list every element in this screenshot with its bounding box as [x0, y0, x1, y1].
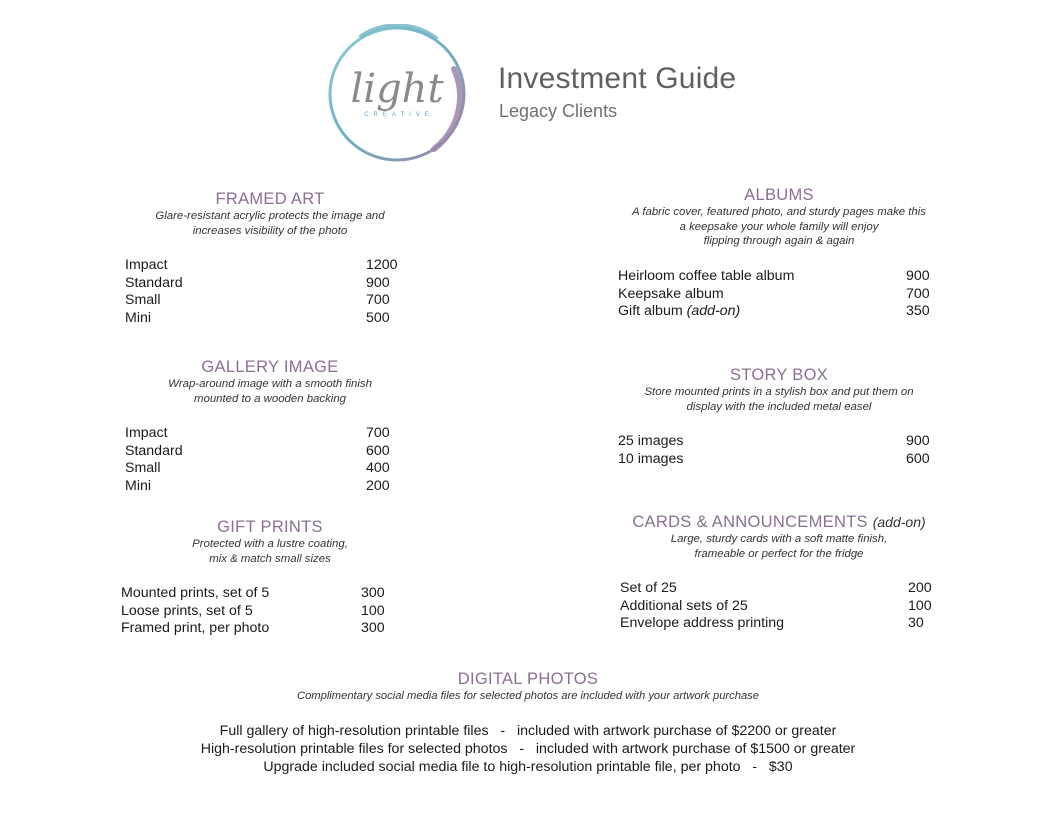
- item-price: 500: [366, 309, 390, 326]
- price-row: [125, 425, 425, 443]
- page-title: Investment Guide: [498, 62, 737, 95]
- section-description: [600, 385, 958, 414]
- item-label: Set of 25: [620, 580, 677, 596]
- price-row: [618, 303, 938, 321]
- item-price: 700: [366, 292, 390, 309]
- digital-option: Upgrade included social media file to high-resolution printable file, per photo - $30: [263, 759, 793, 775]
- item-price: 900: [366, 274, 390, 291]
- item-label: 10 images: [618, 450, 684, 467]
- item-label: Keepsake album: [618, 285, 724, 302]
- digital-option: Full gallery of high-resolution printable files - included with artwork purchase of $2200 or greater: [219, 723, 837, 739]
- section-title: ALBUMS: [744, 186, 814, 204]
- item-price: 350: [906, 303, 930, 320]
- section-cards: [600, 513, 958, 561]
- item-label: Impact: [125, 425, 168, 441]
- item-label: Standard: [125, 442, 183, 459]
- section-albums: [600, 186, 958, 249]
- logo-sub-text: CREATIVE: [364, 112, 434, 118]
- item-price: 900: [906, 268, 930, 284]
- description-line: a keepsake your whole family will enjoy: [679, 220, 879, 233]
- item-label: Loose prints, set of 5: [121, 602, 253, 619]
- item-label: Small: [125, 460, 161, 477]
- item-price: 1200: [366, 257, 398, 273]
- price-row: [618, 286, 938, 304]
- digital-photos-list: [128, 723, 928, 777]
- item-price: 300: [361, 620, 385, 637]
- item-label: Additional sets of 25: [620, 597, 748, 614]
- item-price: 400: [366, 460, 390, 477]
- section-description: Complimentary social media files for selected photos are included with your artwork purchase: [296, 690, 759, 702]
- price-row: [618, 433, 938, 451]
- logo-script-text: light: [350, 66, 444, 112]
- item-label: Mini: [125, 309, 152, 326]
- price-row: [620, 615, 940, 633]
- item-price: 30: [908, 615, 924, 632]
- description-line: Store mounted prints in a stylish box and put them on: [644, 386, 914, 398]
- item-price: 300: [361, 585, 385, 601]
- section-digital-photos: [128, 670, 928, 704]
- price-row: [125, 460, 425, 478]
- section-description: [110, 537, 430, 566]
- description-line: mounted to a wooden backing: [194, 392, 346, 405]
- item-label: Impact: [125, 257, 168, 273]
- item-label: Mini: [125, 477, 152, 494]
- section-title: STORY BOX: [729, 366, 829, 384]
- price-row: [125, 443, 425, 461]
- description-line: A fabric cover, featured photo, and sturdy pages make this: [631, 206, 926, 218]
- add-on-note: (add-on): [686, 303, 741, 320]
- story-box-price-list: [618, 433, 938, 468]
- item-label: Framed print, per photo: [121, 620, 270, 637]
- gift-prints-price-list: [121, 585, 421, 638]
- price-row: [620, 598, 940, 616]
- digital-option: High-resolution printable files for selected photos - included with artwork purchase of $1500 or greater: [200, 741, 856, 757]
- price-row: [121, 585, 421, 603]
- description-line: Large, sturdy cards with a soft matte finish,: [670, 533, 888, 545]
- description-line: Wrap-around image with a smooth finish: [168, 378, 372, 390]
- framed-art-price-list: [125, 257, 425, 327]
- item-price: 100: [361, 602, 385, 619]
- description-line: flipping through again & again: [703, 235, 855, 247]
- section-description: [110, 209, 430, 238]
- item-price: 200: [908, 580, 932, 596]
- page-subtitle: Legacy Clients: [499, 101, 618, 121]
- item-price: 200: [366, 477, 390, 494]
- price-row: [618, 268, 938, 286]
- gallery-image-price-list: [125, 425, 425, 495]
- item-label: Envelope address printing: [620, 615, 785, 632]
- description-line: Glare-resistant acrylic protects the image and: [155, 210, 385, 222]
- albums-price-list: [618, 268, 938, 321]
- price-row: [125, 478, 425, 496]
- description-line: mix & match small sizes: [209, 552, 331, 565]
- cards-price-list: [620, 580, 940, 633]
- section-title-text: CARDS & ANNOUNCEMENTS: [632, 513, 868, 531]
- light-creative-logo: [326, 24, 468, 164]
- section-gallery-image: [110, 358, 430, 406]
- section-story-box: [600, 366, 958, 414]
- price-row: [125, 292, 425, 310]
- section-title: DIGITAL PHOTOS: [457, 670, 599, 688]
- section-description: [110, 377, 430, 406]
- item-price: 100: [908, 597, 932, 614]
- add-on-note: (add-on): [872, 514, 926, 530]
- section-description: [600, 205, 958, 249]
- price-row: [125, 310, 425, 328]
- description-line: increases visibility of the photo: [192, 224, 348, 237]
- logo-ring-icon: [326, 24, 468, 164]
- section-description: [600, 532, 958, 561]
- item-price: 900: [906, 433, 930, 449]
- item-label: Heirloom coffee table album: [618, 268, 795, 284]
- item-label: [618, 303, 740, 319]
- price-row: [121, 620, 421, 638]
- section-title: GIFT PRINTS: [217, 518, 323, 536]
- description-line: Protected with a lustre coating,: [192, 538, 348, 550]
- item-label: Standard: [125, 274, 183, 291]
- item-price: 600: [906, 450, 930, 467]
- item-label: Mounted prints, set of 5: [121, 585, 270, 601]
- price-row: [620, 580, 940, 598]
- item-label-text: Gift album: [618, 303, 683, 320]
- price-row: [125, 275, 425, 293]
- price-row: [125, 257, 425, 275]
- item-price: 600: [366, 442, 390, 459]
- section-framed-art: [110, 190, 430, 238]
- section-title: FRAMED ART: [215, 190, 325, 208]
- item-price: 700: [366, 425, 390, 441]
- section-gift-prints: [110, 518, 430, 566]
- item-label: Small: [125, 292, 161, 309]
- section-title: GALLERY IMAGE: [201, 358, 339, 376]
- item-price: 700: [906, 285, 930, 302]
- section-title: [600, 513, 958, 532]
- price-row: [121, 603, 421, 621]
- price-row: [618, 451, 938, 469]
- item-label: 25 images: [618, 433, 684, 449]
- description-line: display with the included metal easel: [686, 400, 872, 413]
- description-line: frameable or perfect for the fridge: [694, 547, 864, 560]
